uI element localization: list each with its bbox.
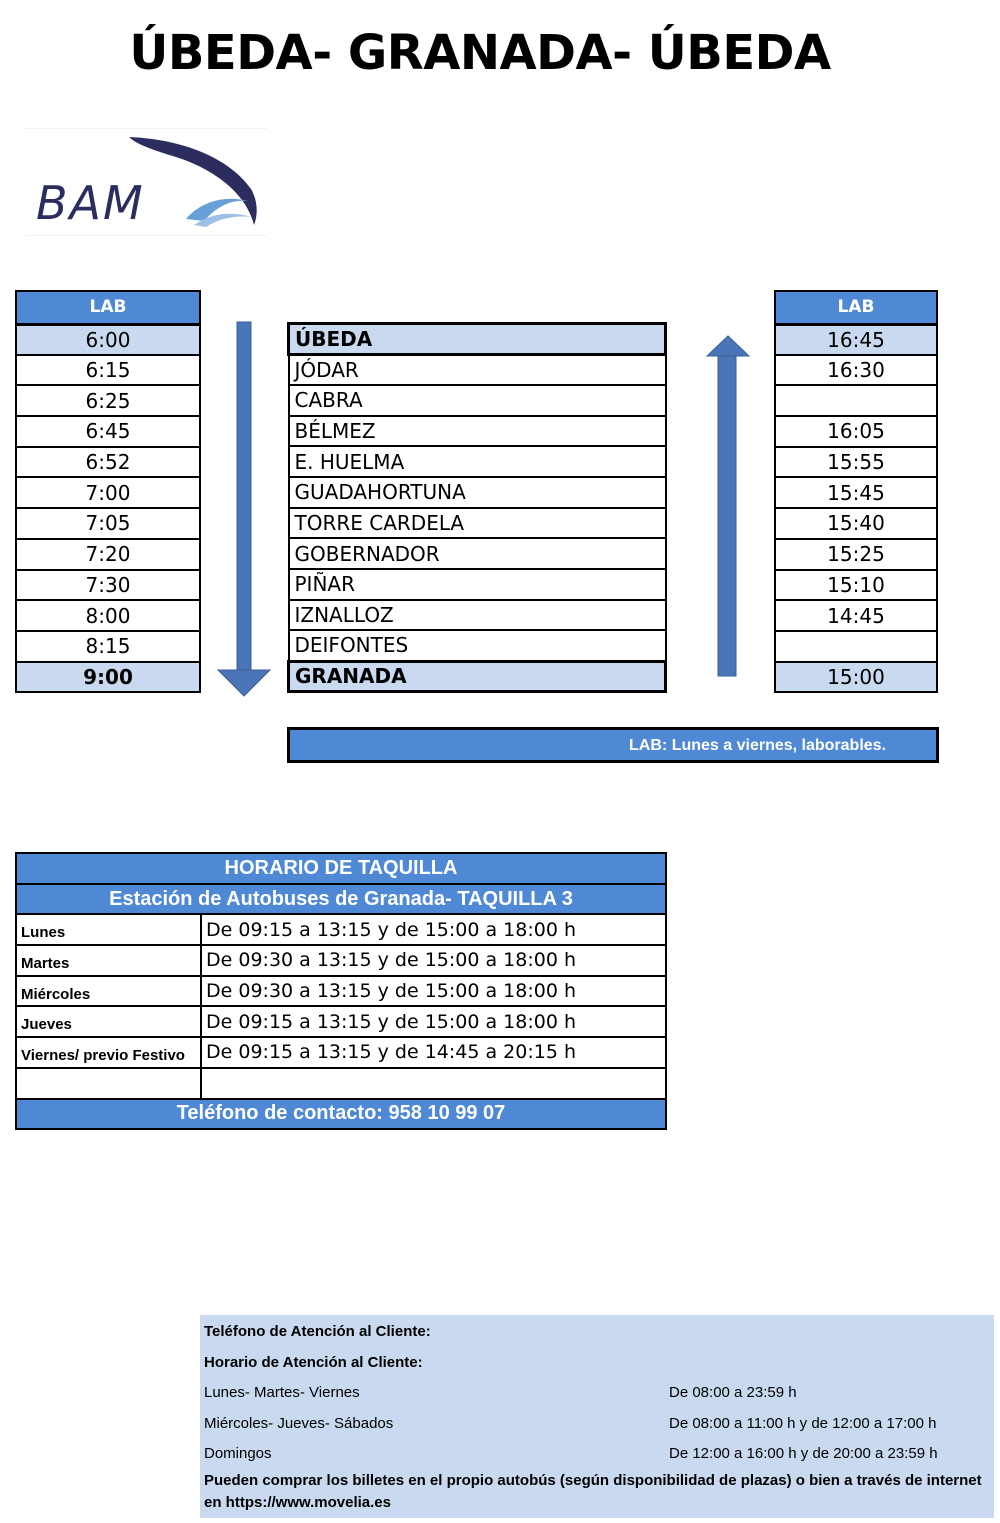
service-hours: De 08:00 a 23:59 h (669, 1384, 797, 1402)
outbound-header: LAB (16, 291, 200, 324)
stop-name: CABRA (289, 385, 666, 416)
bam-logo-icon (26, 129, 267, 237)
outbound-time: 6:25 (16, 385, 200, 416)
day-hours: De 09:15 a 13:15 y de 14:45 a 20:15 h (201, 1037, 666, 1068)
stops-table (287, 322, 667, 693)
return-time: 16:45 (775, 324, 937, 355)
return-time: 15:40 (775, 508, 937, 539)
stop-name: ÚBEDA (289, 324, 666, 355)
phone-label: Teléfono de Atención al Cliente: (204, 1323, 431, 1340)
return-time: 15:25 (775, 539, 937, 570)
table-row (16, 1037, 666, 1068)
return-time: 15:45 (775, 477, 937, 508)
hours-label: Horario de Atención al Cliente: (204, 1353, 423, 1371)
day-hours: De 09:30 a 13:15 y de 15:00 a 18:00 h (201, 945, 666, 976)
taquilla-subtitle: Estación de Autobuses de Granada- TAQUILLA 3 (16, 884, 666, 915)
outbound-time: 9:00 (16, 662, 200, 693)
service-hours: De 12:00 a 16:00 h y de 20:00 a 23:59 h (669, 1445, 938, 1463)
day-hours: De 09:30 a 13:15 y de 15:00 a 18:00 h (201, 976, 666, 1007)
day-label: Viernes/ previo Festivo (16, 1037, 201, 1068)
stop-name: PIÑAR (289, 569, 666, 600)
return-time: 16:05 (775, 416, 937, 447)
outbound-time: 7:20 (16, 539, 200, 570)
table-row (16, 914, 666, 945)
return-time: 14:45 (775, 600, 937, 631)
svg-text:BAM: BAM (36, 176, 145, 230)
stop-name: DEIFONTES (289, 630, 666, 661)
service-days: Domingos (204, 1445, 272, 1463)
outbound-time: 8:00 (16, 600, 200, 631)
taquilla-table (15, 852, 667, 1130)
service-hours: De 08:00 a 11:00 h y de 12:00 a 17:00 h (669, 1414, 937, 1432)
empty-cell (16, 1068, 201, 1099)
return-header: LAB (775, 291, 937, 324)
bam-logo (26, 128, 267, 236)
table-row (16, 1006, 666, 1037)
outbound-time: 7:00 (16, 477, 200, 508)
return-time: 15:00 (775, 662, 937, 693)
taquilla-title: HORARIO DE TAQUILLA (16, 853, 666, 884)
stop-name: IZNALLOZ (289, 600, 666, 631)
return-time: 15:10 (775, 570, 937, 601)
outbound-time: 7:30 (16, 570, 200, 601)
day-label: Miércoles (16, 976, 201, 1007)
return-time (775, 631, 937, 662)
service-row (204, 1384, 990, 1415)
service-row (204, 1415, 990, 1446)
outbound-time: 8:15 (16, 631, 200, 662)
outbound-time: 6:00 (16, 324, 200, 355)
outbound-times-table (15, 290, 201, 693)
stop-name: GUADAHORTUNA (289, 477, 666, 508)
outbound-time: 6:45 (16, 416, 200, 447)
outbound-time: 7:05 (16, 508, 200, 539)
service-days: Miércoles- Jueves- Sábados (204, 1414, 394, 1432)
page-title: ÚBEDA- GRANADA- ÚBEDA (129, 25, 831, 81)
day-hours: De 09:15 a 13:15 y de 15:00 a 18:00 h (201, 1006, 666, 1037)
outbound-time: 6:52 (16, 447, 200, 478)
day-label: Lunes (16, 914, 201, 945)
stop-name: TORRE CARDELA (289, 508, 666, 539)
table-row (16, 976, 666, 1007)
outbound-time: 6:15 (16, 355, 200, 386)
return-times-table (774, 290, 938, 693)
day-label: Jueves (16, 1006, 201, 1037)
empty-cell (201, 1068, 666, 1099)
service-days: Lunes- Martes- Viernes (204, 1384, 360, 1402)
stop-name: JÓDAR (289, 354, 666, 385)
day-label: Martes (16, 945, 201, 976)
purchase-note: Pueden comprar los billetes en el propio autobús (según disponibilidad de plazas) o bien a través de internet en https://www.movelia.es (204, 1471, 982, 1511)
stop-name: GRANADA (289, 661, 666, 692)
table-row (16, 945, 666, 976)
stop-name: E. HUELMA (289, 446, 666, 477)
contact-phone: Teléfono de contacto: 958 10 99 07 (16, 1099, 666, 1130)
legend-lab: LAB: Lunes a viernes, laborables. (287, 727, 939, 763)
service-row (204, 1445, 990, 1476)
stop-name: BÉLMEZ (289, 416, 666, 447)
arrow-down-icon (216, 320, 272, 700)
arrow-up-icon (705, 334, 751, 678)
return-time: 15:55 (775, 447, 937, 478)
return-time: 16:30 (775, 355, 937, 386)
day-hours: De 09:15 a 13:15 y de 15:00 a 18:00 h (201, 914, 666, 945)
table-row-empty (16, 1068, 666, 1099)
stop-name: GOBERNADOR (289, 538, 666, 569)
return-time (775, 385, 937, 416)
customer-service-box (200, 1315, 994, 1518)
